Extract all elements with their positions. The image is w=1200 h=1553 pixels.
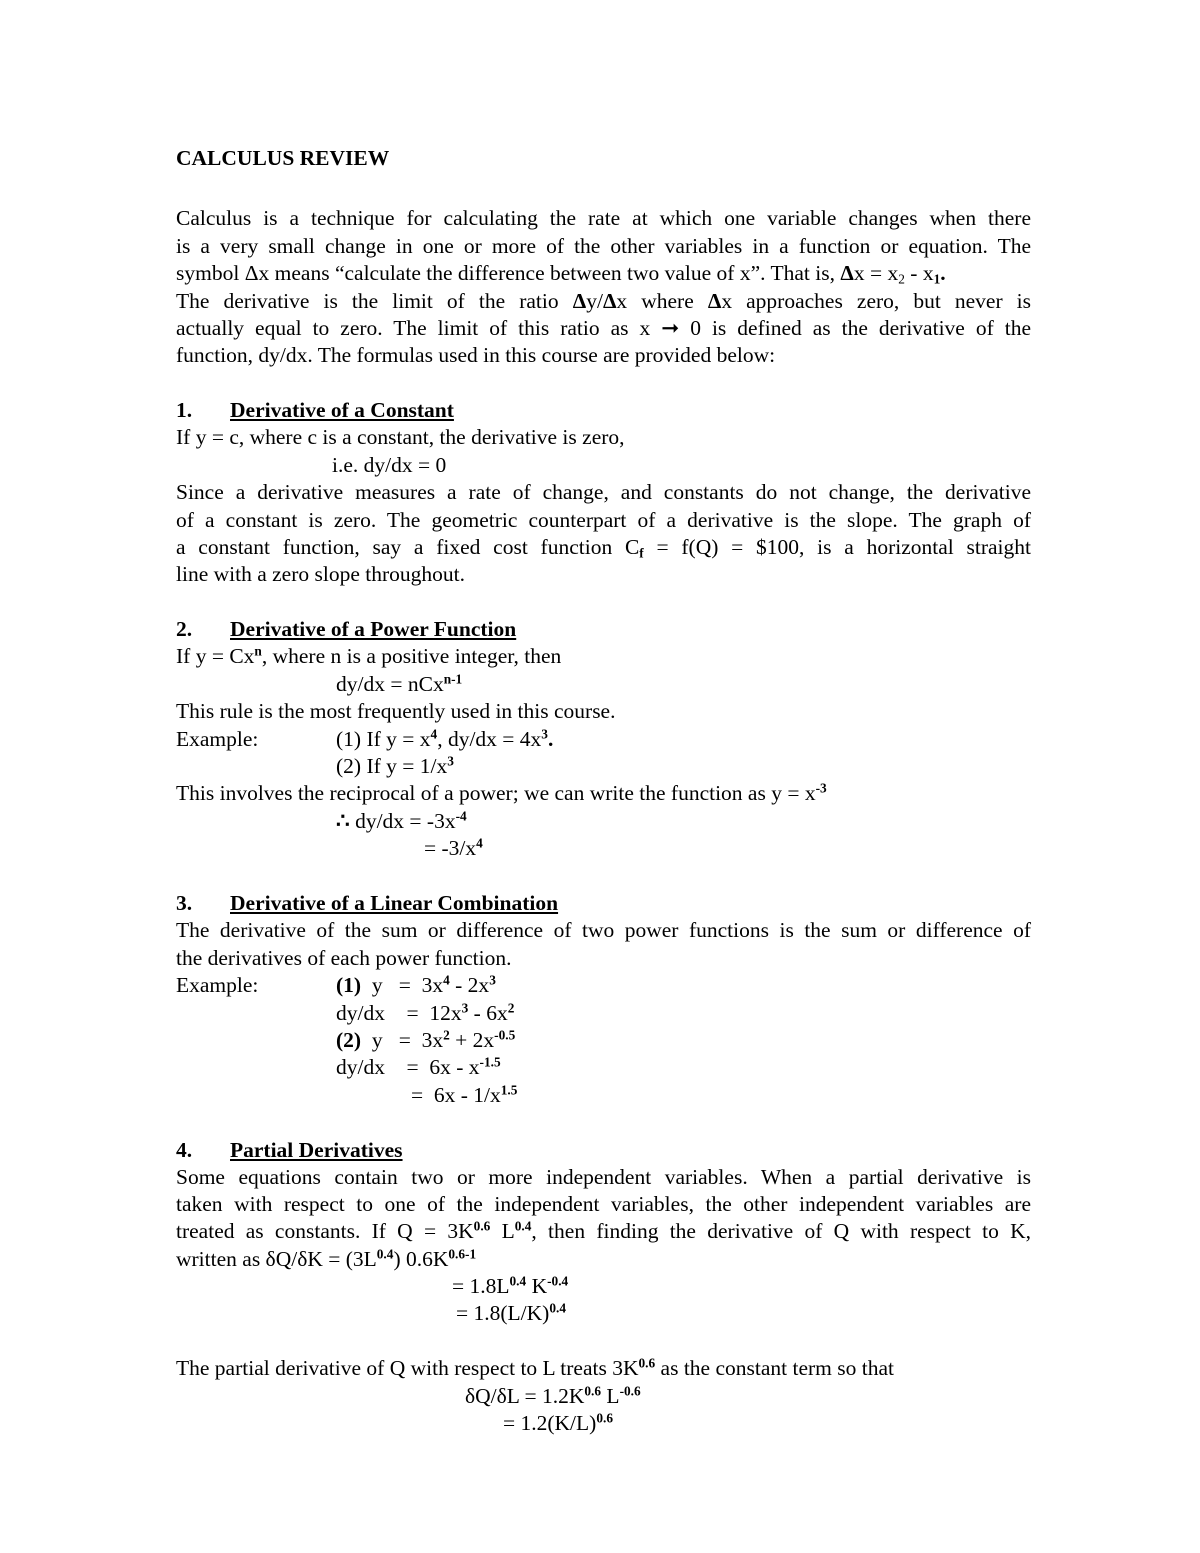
superscript: 0.4 xyxy=(549,1300,566,1316)
s3-line-1: The derivative of the sum or difference of two power functions is the sum or difference of xyxy=(176,918,1031,942)
s2-line-6-text: This involves the reciprocal of a power; we can write the function as y = x xyxy=(176,781,816,805)
s1-line-1: If y = c, where c is a constant, the derivative is zero, xyxy=(176,425,625,449)
s2-line-3: This rule is the most frequently used in this course. xyxy=(176,699,616,723)
s4-line-5 xyxy=(452,1273,568,1300)
section-2-heading xyxy=(176,616,516,643)
formula-text: dy/dx = 12x xyxy=(336,1001,462,1025)
s4-line-6 xyxy=(456,1300,566,1327)
formula-text: dy/dx = nCx xyxy=(336,672,444,696)
s3-row-5 xyxy=(411,1082,517,1109)
intro-line-6: function, dy/dx. The formulas used in this course are provided below: xyxy=(176,343,776,367)
delta-symbol: Δ xyxy=(572,289,587,313)
formula-text: δQ/δL = 1.2K xyxy=(465,1384,585,1408)
example-text: (2) If y = 1/x xyxy=(336,754,448,778)
s1-line-3: Since a derivative measures a rate of change, and constants do not change, the derivative xyxy=(176,480,1031,504)
superscript: 2 xyxy=(443,1027,450,1043)
s4-line-1: Some equations contain two or more independent variables. When a partial derivative is xyxy=(176,1165,1031,1189)
s3-line-2: the derivatives of each power function. xyxy=(176,946,512,970)
intro-line-3-eq: x = x xyxy=(853,261,899,285)
s1-line-5 xyxy=(176,534,1031,561)
formula-text: L xyxy=(490,1219,515,1243)
superscript: n-1 xyxy=(443,671,463,687)
section-number: 4. xyxy=(176,1138,193,1162)
superscript: 0.4 xyxy=(514,1218,532,1234)
superscript: 4 xyxy=(476,835,483,851)
formula-text: y = 3x xyxy=(361,973,444,997)
s2-example-1 xyxy=(336,726,553,753)
s3-row-1 xyxy=(336,972,496,999)
intro-line-4-ratio: y/ xyxy=(586,289,603,313)
superscript: 3 xyxy=(541,726,548,742)
s4-line-3-text: treated as constants. If Q = 3K xyxy=(176,1219,474,1243)
superscript: 0.6 xyxy=(596,1410,613,1426)
superscript: -1.5 xyxy=(479,1054,501,1070)
superscript: 0.6 xyxy=(473,1218,491,1234)
intro-line-4-text: The derivative is the limit of the ratio xyxy=(176,289,559,313)
s3-row-3 xyxy=(336,1027,515,1054)
s2-line-8 xyxy=(424,835,483,862)
s3-row-4 xyxy=(336,1054,501,1081)
s4-line-4 xyxy=(176,1246,476,1273)
section-3-heading xyxy=(176,890,558,917)
superscript: -0.4 xyxy=(547,1273,569,1289)
superscript: 3 xyxy=(489,972,496,988)
s4-line-3 xyxy=(176,1218,1031,1245)
formula-text: - 6x xyxy=(468,1001,508,1025)
superscript: 4 xyxy=(430,726,438,742)
formula-text: + 2x xyxy=(449,1028,495,1052)
superscript: -3 xyxy=(815,780,827,796)
example-text: (1) If y = x xyxy=(336,727,431,751)
intro-line-4 xyxy=(176,288,1031,315)
formula-text: = -3/x xyxy=(424,836,477,860)
superscript: -0.5 xyxy=(494,1027,516,1043)
intro-line-3 xyxy=(176,260,946,287)
s1-line-5-tail: = f(Q) = $100, is a horizontal straight xyxy=(643,535,1031,559)
section-number: 3. xyxy=(176,891,193,915)
section-title: Derivative of a Power Function xyxy=(230,617,517,641)
superscript: 0.6 xyxy=(584,1383,602,1399)
superscript: 0.6 xyxy=(638,1355,656,1371)
delta-symbol: Δ xyxy=(707,289,722,313)
s3-example-label: Example: xyxy=(176,973,259,997)
section-1-heading xyxy=(176,397,454,424)
superscript: 3 xyxy=(447,753,454,769)
formula-text: = 1.8L xyxy=(452,1274,510,1298)
s4-line-3-tail: , then finding the derivative of Q with respect to K, xyxy=(531,1219,1031,1243)
s2-formula xyxy=(336,671,462,698)
superscript: -0.6 xyxy=(619,1383,641,1399)
s2-line-1-tail: , where n is a positive integer, then xyxy=(261,644,562,668)
formula-text: - 2x xyxy=(449,973,490,997)
period: . xyxy=(547,727,554,751)
superscript: n xyxy=(254,643,262,659)
s2-line-1 xyxy=(176,643,561,670)
section-title: Derivative of a Constant xyxy=(230,398,454,422)
s4-line-8 xyxy=(465,1383,641,1410)
formula-text: K xyxy=(526,1274,548,1298)
superscript: 4 xyxy=(443,972,450,988)
formula-text: L xyxy=(601,1384,620,1408)
formula-text: = 1.8(L/K) xyxy=(456,1301,550,1325)
page-title: CALCULUS REVIEW xyxy=(176,146,390,170)
s2-example-2 xyxy=(336,753,454,780)
example-number: (2) xyxy=(336,1028,362,1052)
intro-line-3-eq2: - x xyxy=(904,261,934,285)
example-text: , dy/dx = 4x xyxy=(437,727,542,751)
s1-line-4: of a constant is zero. The geometric counterpart of a derivative is the slope. The graph of xyxy=(176,508,1031,532)
intro-line-5: actually equal to zero. The limit of this ratio as x ➞ 0 is defined as the derivative of the xyxy=(176,316,1031,340)
section-4-heading xyxy=(176,1137,403,1164)
superscript: 0.4 xyxy=(509,1273,527,1289)
s2-line-1-text: If y = Cx xyxy=(176,644,255,668)
intro-line-4-where: x where xyxy=(616,289,694,313)
intro-line-3-text: symbol Δx means “calculate the difference between two value of x”. That is, xyxy=(176,261,835,285)
example-number: (1) xyxy=(336,973,362,997)
formula-text: dy/dx = -3x xyxy=(349,809,456,833)
superscript: 1.5 xyxy=(500,1082,518,1098)
superscript: 3 xyxy=(461,1000,469,1016)
intro-line-1: Calculus is a technique for calculating the rate at which one variable changes when there xyxy=(176,206,1031,230)
superscript: -4 xyxy=(455,808,467,824)
subscript: 2 xyxy=(898,271,905,287)
section-title: Derivative of a Linear Combination xyxy=(230,891,559,915)
formula-text: y = 3x xyxy=(361,1028,444,1052)
s2-example-label: Example: xyxy=(176,727,259,751)
s2-line-7 xyxy=(336,808,467,835)
s2-line-6 xyxy=(176,780,827,807)
s1-line-2: i.e. dy/dx = 0 xyxy=(332,453,447,477)
subscript: 1 xyxy=(933,271,941,287)
section-title: Partial Derivatives xyxy=(230,1138,403,1162)
period: . xyxy=(940,261,946,285)
s1-line-5-text: a constant function, say a fixed cost function C xyxy=(176,535,640,559)
s4-line-2: taken with respect to one of the independent variables, the other independent variables are xyxy=(176,1192,1031,1216)
formula-text: = 1.2(K/L) xyxy=(503,1411,597,1435)
delta-symbol: Δ xyxy=(840,261,854,285)
superscript: 0.6-1 xyxy=(448,1246,477,1262)
s4-line-7 xyxy=(176,1355,894,1382)
therefore-icon: ∴ xyxy=(336,809,350,833)
section-number: 2. xyxy=(176,617,193,641)
formula-text: ) 0.6K xyxy=(393,1247,449,1271)
formula-text: written as δQ/δK = (3L xyxy=(176,1247,377,1271)
superscript: 2 xyxy=(507,1000,515,1016)
s3-row-2 xyxy=(336,1000,514,1027)
s4-line-9 xyxy=(503,1410,613,1437)
intro-line-4-tail: x approaches zero, but never is xyxy=(721,289,1032,313)
subscript: f xyxy=(639,545,644,561)
s4-line-7-tail: as the constant term so that xyxy=(655,1356,894,1380)
intro-line-2: is a very small change in one or more of the other variables in a function or equation. The xyxy=(176,234,1031,258)
s1-line-6: line with a zero slope throughout. xyxy=(176,562,465,586)
delta-symbol: Δ xyxy=(602,289,617,313)
superscript: 0.4 xyxy=(376,1246,394,1262)
s4-line-7-text: The partial derivative of Q with respect to L treats 3K xyxy=(176,1356,639,1380)
section-number: 1. xyxy=(176,398,193,422)
formula-text: dy/dx = 6x - x xyxy=(336,1055,480,1079)
formula-text: = 6x - 1/x xyxy=(411,1083,501,1107)
